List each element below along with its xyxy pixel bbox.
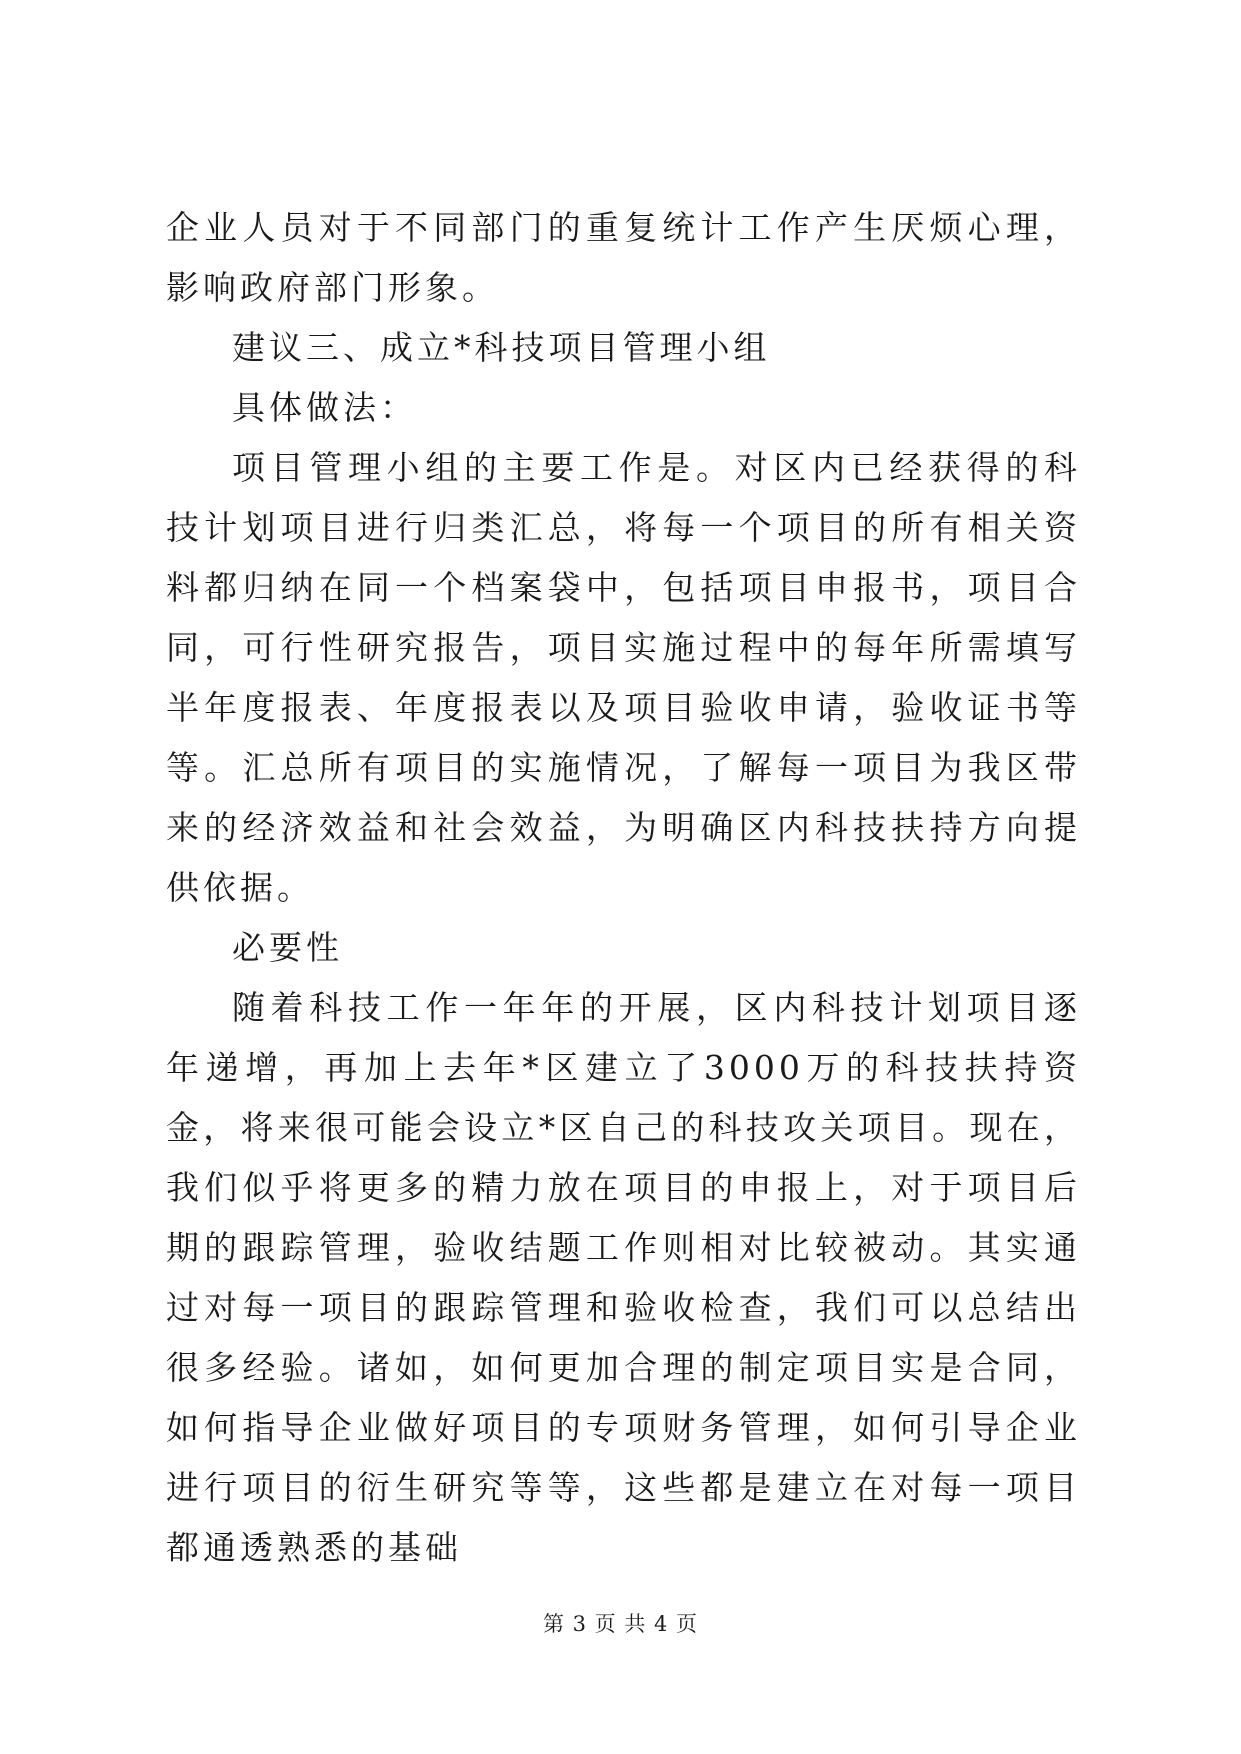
paragraph: 项目管理小组的主要工作是。对区内已经获得的科技计划项目进行归类汇总，将每一个项目的所有相关资料都归纳在同一个档案袋中，包括项目申报书，项目合同，可行性研究报告，项目实施过程中的每年所需填写半年度报表、年度报表以及项目验收申请，验收证书等等。汇总所有项目的实施情况，了解每一项目为我区带来的经济效益和社会效益，为明确区内科技扶持方向提供依据。: [166, 448, 1081, 907]
subsection-heading: 具体做法：: [232, 388, 417, 427]
document-body: [166, 198, 1081, 1578]
section-heading: 建议三、成立*科技项目管理小组: [232, 328, 771, 367]
subsection-heading: 必要性: [232, 928, 343, 967]
paragraph: 企业人员对于不同部门的重复统计工作产生厌烦心理，影响政府部门形象。: [166, 208, 1081, 307]
page-number-footer: 第 3 页 共 4 页: [542, 1612, 699, 1636]
paragraph: 随着科技工作一年年的开展，区内科技计划项目逐年递增，再加上去年*区建立了3000万的科技扶持资金，将来很可能会设立*区自己的科技攻关项目。现在，我们似乎将更多的精力放在项目的申报上，对于项目后期的跟踪管理，验收结题工作则相对比较被动。其实通过对每一项目的跟踪管理和验收检查，我们可以总结出很多经验。诸如，如何更加合理的制定项目实是合同，如何指导企业做好项目的专项财务管理，如何引导企业进行项目的衍生研究等等，这些都是建立在对每一项目都通透熟悉的基础: [166, 988, 1081, 1567]
